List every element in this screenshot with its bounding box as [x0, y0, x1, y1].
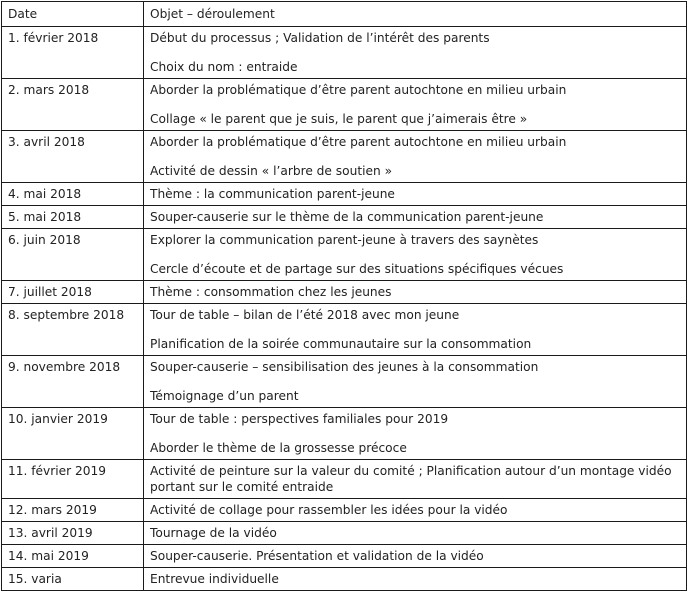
objet-item: Témoignage d’un parent [150, 389, 299, 403]
date-cell: 9. novembre 2018 [2, 356, 144, 408]
objet-item: Aborder la problématique d’être parent autochtone en milieu urbain [150, 83, 567, 97]
table-row [2, 206, 687, 229]
date-cell: 3. avril 2018 [2, 131, 144, 183]
objet-cell [144, 460, 687, 499]
objet-cell [144, 304, 687, 356]
objet-item: Activité de peinture sur la valeur du comité ; Planification autour d’un montage vidéo portant sur le comité entraide [150, 464, 672, 494]
objet-cell [144, 568, 687, 591]
objet-item: Aborder la problématique d’être parent autochtone en milieu urbain [150, 135, 567, 149]
objet-item: Activité de dessin « l’arbre de soutien » [150, 164, 393, 178]
date-cell: 8. septembre 2018 [2, 304, 144, 356]
objet-cell [144, 408, 687, 460]
objet-item: Entrevue individuelle [150, 572, 279, 586]
table-row [2, 460, 687, 499]
objet-item: Aborder le thème de la grossesse précoce [150, 441, 407, 455]
date-cell: 4. mai 2018 [2, 183, 144, 206]
date-cell: 5. mai 2018 [2, 206, 144, 229]
objet-cell [144, 545, 687, 568]
objet-item: Tour de table : perspectives familiales pour 2019 [150, 412, 449, 426]
date-cell: 14. mai 2019 [2, 545, 144, 568]
objet-item: Tour de table – bilan de l’été 2018 avec mon jeune [150, 308, 460, 322]
objet-cell [144, 79, 687, 131]
objet-cell [144, 131, 687, 183]
objet-item: Début du processus ; Validation de l’intérêt des parents [150, 31, 490, 45]
objet-cell [144, 356, 687, 408]
objet-item: Choix du nom : entraide [150, 60, 298, 74]
objet-cell [144, 229, 687, 281]
table-row [2, 79, 687, 131]
objet-item: Tournage de la vidéo [150, 526, 277, 540]
objet-cell [144, 281, 687, 304]
table-row [2, 408, 687, 460]
date-cell: 10. janvier 2019 [2, 408, 144, 460]
objet-item: Thème : consommation chez les jeunes [150, 285, 392, 299]
header-date: Date [2, 2, 144, 27]
header-objet: Objet – déroulement [144, 2, 687, 27]
objet-item: Activité de collage pour rassembler les idées pour la vidéo [150, 503, 508, 517]
table-row [2, 545, 687, 568]
objet-cell [144, 183, 687, 206]
date-cell: 12. mars 2019 [2, 499, 144, 522]
objet-cell [144, 206, 687, 229]
table-row [2, 304, 687, 356]
header-row [2, 2, 687, 27]
objet-item: Planification de la soirée communautaire sur la consommation [150, 337, 532, 351]
objet-cell [144, 499, 687, 522]
table-row [2, 499, 687, 522]
objet-item: Souper-causerie – sensibilisation des jeunes à la consommation [150, 360, 539, 374]
objet-cell [144, 522, 687, 545]
date-cell: 11. février 2019 [2, 460, 144, 499]
schedule-table [1, 1, 687, 591]
objet-item: Collage « le parent que je suis, le parent que j’aimerais être » [150, 112, 528, 126]
date-cell: 13. avril 2019 [2, 522, 144, 545]
objet-item: Souper-causerie. Présentation et validation de la vidéo [150, 549, 484, 563]
objet-item: Explorer la communication parent-jeune à travers des saynètes [150, 233, 539, 247]
date-cell: 2. mars 2018 [2, 79, 144, 131]
objet-cell [144, 27, 687, 79]
table-row [2, 131, 687, 183]
objet-item: Thème : la communication parent-jeune [150, 187, 395, 201]
date-cell: 1. février 2018 [2, 27, 144, 79]
date-cell: 7. juillet 2018 [2, 281, 144, 304]
table-row [2, 229, 687, 281]
objet-item: Souper-causerie sur le thème de la communication parent-jeune [150, 210, 544, 224]
table-row [2, 27, 687, 79]
table-row [2, 356, 687, 408]
table-row [2, 522, 687, 545]
table-row [2, 183, 687, 206]
objet-item: Cercle d’écoute et de partage sur des situations spécifiques vécues [150, 262, 564, 276]
date-cell: 6. juin 2018 [2, 229, 144, 281]
table-row [2, 568, 687, 591]
date-cell: 15. varia [2, 568, 144, 591]
table-row [2, 281, 687, 304]
